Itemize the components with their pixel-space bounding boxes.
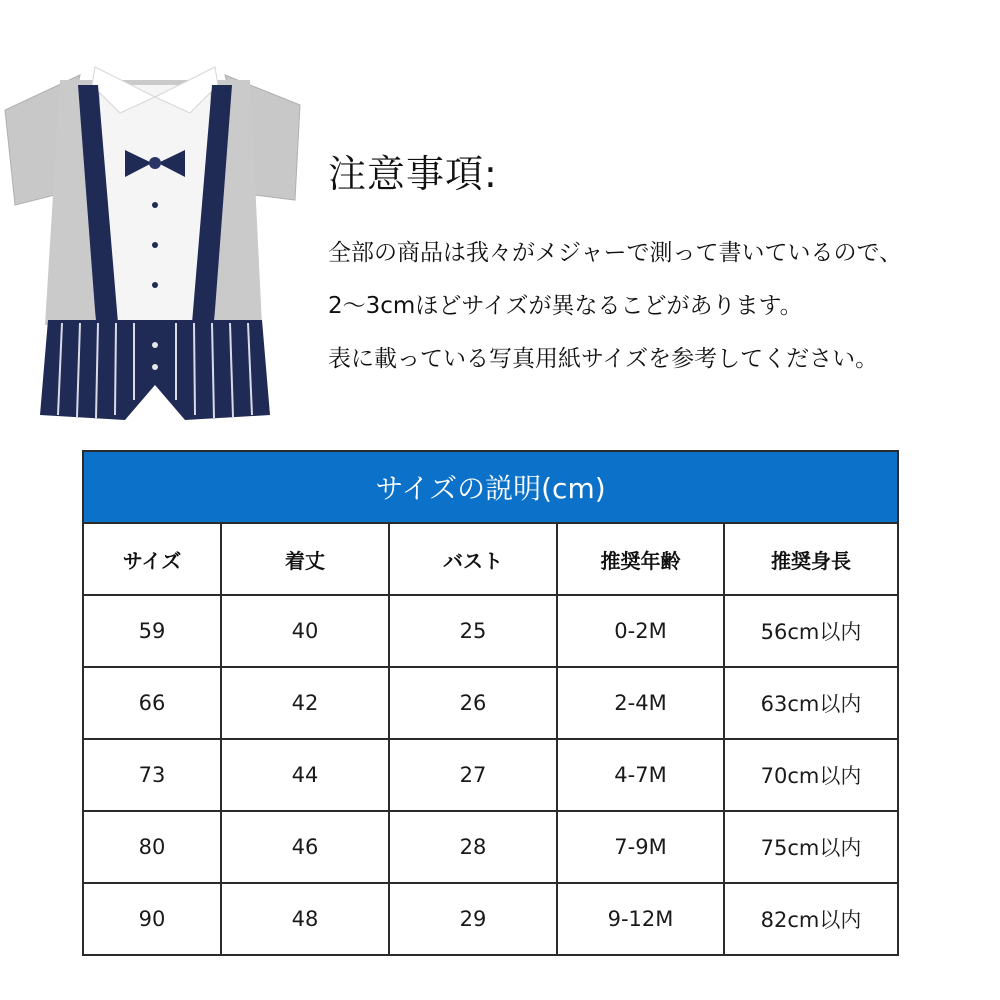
table-cell: 63cm以内 bbox=[724, 667, 898, 739]
table-cell: 2-4M bbox=[557, 667, 724, 739]
note-line: 2～3cmほどサイズが異なるこどがあります。 bbox=[328, 293, 803, 319]
table-cell: 27 bbox=[389, 739, 557, 811]
table-cell: 56cm以内 bbox=[724, 595, 898, 667]
table-cell: 75cm以内 bbox=[724, 811, 898, 883]
table-cell: 82cm以内 bbox=[724, 883, 898, 955]
table-cell: 4-7M bbox=[557, 739, 724, 811]
table-cell: 44 bbox=[221, 739, 389, 811]
table-header-row bbox=[83, 523, 898, 595]
table-cell: 0-2M bbox=[557, 595, 724, 667]
table-cell: 46 bbox=[221, 811, 389, 883]
size-table bbox=[82, 450, 899, 956]
column-header: 推奨身長 bbox=[724, 523, 898, 595]
column-header: サイズ bbox=[83, 523, 221, 595]
note-line: 全部の商品は我々がメジャーで測って書いているので、 bbox=[328, 240, 903, 266]
table-cell: 66 bbox=[83, 667, 221, 739]
column-header: バスト bbox=[389, 523, 557, 595]
table-cell: 40 bbox=[221, 595, 389, 667]
table-cell: 9-12M bbox=[557, 883, 724, 955]
table-cell: 29 bbox=[389, 883, 557, 955]
table-cell: 28 bbox=[389, 811, 557, 883]
table-cell: 7-9M bbox=[557, 811, 724, 883]
notes-section bbox=[328, 150, 1000, 397]
table-cell: 70cm以内 bbox=[724, 739, 898, 811]
table-caption: サイズの説明(cm) bbox=[83, 451, 898, 523]
table-cell: 26 bbox=[389, 667, 557, 739]
table-row bbox=[83, 739, 898, 811]
table-caption-row bbox=[83, 451, 898, 523]
product-photo bbox=[0, 55, 310, 435]
table-cell: 25 bbox=[389, 595, 557, 667]
notes-title: 注意事項: bbox=[328, 152, 498, 196]
table-cell: 59 bbox=[83, 595, 221, 667]
table-cell: 48 bbox=[221, 883, 389, 955]
column-header: 着丈 bbox=[221, 523, 389, 595]
table-row bbox=[83, 811, 898, 883]
table-cell: 42 bbox=[221, 667, 389, 739]
table-row bbox=[83, 595, 898, 667]
table-row bbox=[83, 667, 898, 739]
table-cell: 90 bbox=[83, 883, 221, 955]
table-row bbox=[83, 883, 898, 955]
column-header: 推奨年齢 bbox=[557, 523, 724, 595]
note-line: 表に載っている写真用紙サイズを参考してください。 bbox=[328, 346, 879, 372]
table-cell: 73 bbox=[83, 739, 221, 811]
baby-romper-illustration bbox=[0, 55, 310, 435]
table-cell: 80 bbox=[83, 811, 221, 883]
